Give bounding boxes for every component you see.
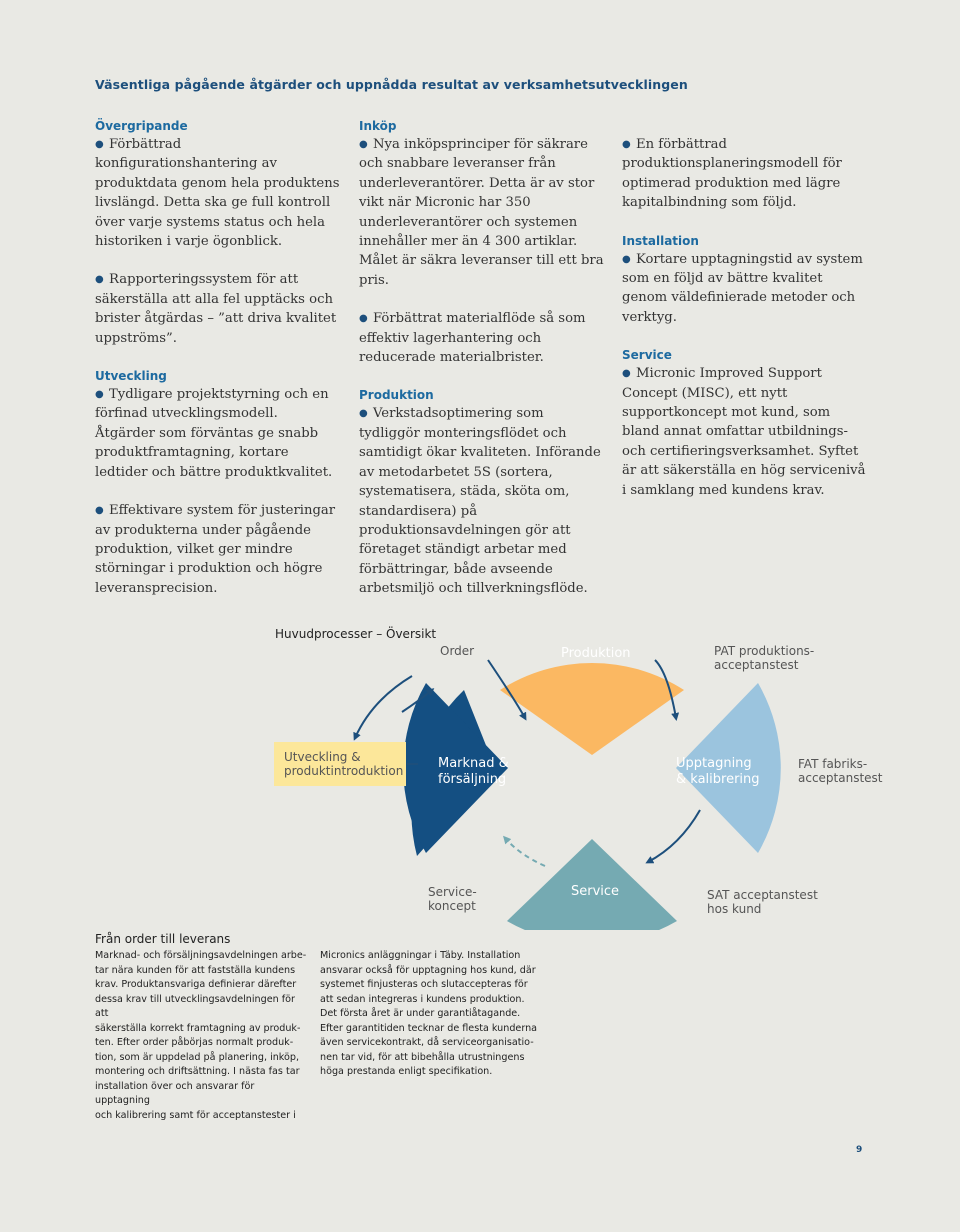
utveckling-label: Utveckling & produktintroduktion — [284, 750, 404, 778]
page-title: Väsentliga pågående åtgärder och uppnådda resultat av verksamhetsutvecklingen — [95, 77, 688, 92]
service-label: Service — [571, 884, 620, 899]
paragraph-text: Nya inköpsprinciper för säkrare och snabbare leveranser från underleverantörer. Detta är av stor vikt när Micronic har 350 underleverantörer och systemen innehåller mer än 4 300 artiklar. Målet är säkra leveranser till ett bra pris. — [359, 137, 604, 288]
paragraph-text: Effektivare system för justeringar av produkterna under pågående produktion, vilket ger mindre störningar i produktion och högre leveransprecision. — [95, 503, 336, 596]
paragraph-text: Förbättrat materialflöde så som effektiv lagerhantering och reducerade materialbrister. — [359, 311, 586, 366]
paragraph-text: Förbättrad konfigurationshantering av produktdata genom hela produktens livslängd. Detta ska ge full kontroll över varje systems status och hela historiken i varje ögonblick. — [95, 137, 340, 250]
bullet-icon: ● — [95, 274, 104, 286]
produktion-label: Produktion — [561, 646, 631, 661]
paragraph-text: Rapporteringssystem för att säkerställa att alla fel upptäcks och brister åtgärdas – ”att driva kvalitet uppströms”. — [95, 272, 337, 346]
marknad-label: Marknad & försäljning — [438, 756, 509, 787]
bottom-text-col-1: Marknad- och försäljningsavdelningen arbe- tar nära kunden för att fastställa kundens krav. Produktansvariga definierar därefter dessa krav till utvecklingsavdelningen för att säkerställa korrekt framtagning av produk- ten. Efter order påbörjas normalt produk- tion, som är uppdelad på planering, inköp, montering och driftsättning. I nästa fas tar installation över och ansvarar för upptagning och kalibrering samt för acceptanstester i — [95, 950, 307, 1121]
bullet-icon: ● — [95, 139, 104, 150]
text-column-2 — [359, 117, 604, 618]
produktion-sector — [500, 663, 684, 755]
bullet-icon: ● — [359, 313, 368, 325]
section-heading-service: Service — [622, 348, 672, 363]
bullet-icon: ● — [95, 389, 104, 401]
bottom-heading: Från order till leverans — [95, 932, 231, 946]
section-heading-overgripande: Övergripande — [95, 119, 188, 133]
pat-label: PAT produktions- acceptanstest — [714, 644, 815, 672]
fat-label: FAT fabriks- acceptanstest — [798, 757, 883, 785]
diagram-title: Huvudprocesser – Översikt — [275, 627, 437, 641]
bottom-text-col-2: Micronics anläggningar i Täby. Installation ansvarar också för upptagning hos kund, där systemet finjusteras och slutaccepteras för att sedan integreras i kundens produktion. Det första året är under garantiåtagande. Efter garantitiden tecknar de flesta kunderna även servicekontrakt, då serviceorganisatio- nen tar vid, för att bibehålla utrustningens höga prestanda enligt specifikation. — [320, 950, 538, 1077]
upptagning-label: Upptagning & kalibrering — [676, 756, 760, 787]
bullet-paragraph — [95, 385, 340, 482]
sat-label: SAT acceptanstest hos kund — [707, 888, 818, 916]
paragraph-text: Tydligare projektstyrning och en förfinad utvecklingsmodell. Åtgärder som förväntas ge snabb produktframtagning, kortare ledtider och bättre produktkvalitet. — [95, 387, 333, 480]
section-heading-utveckling: Utveckling — [95, 369, 167, 384]
section-heading-inkop: Inköp — [359, 119, 397, 133]
text-column-3 — [622, 135, 867, 519]
section-heading-produktion: Produktion — [359, 388, 434, 403]
bullet-icon: ● — [95, 505, 104, 517]
bullet-icon: ● — [622, 253, 631, 265]
bullet-paragraph — [359, 309, 604, 367]
section-heading-installation: Installation — [622, 233, 699, 248]
bullet-icon: ● — [622, 368, 631, 380]
servicekoncept-label: Service- koncept — [428, 885, 477, 913]
bullet-paragraph — [622, 135, 867, 213]
bullet-paragraph — [622, 364, 867, 500]
bullet-paragraph — [95, 501, 340, 598]
arrow-loop-left — [355, 676, 412, 738]
bullet-paragraph — [622, 250, 867, 328]
page-number: 9 — [856, 1145, 863, 1155]
bullet-icon: ● — [622, 139, 631, 150]
bullet-paragraph — [359, 404, 604, 598]
text-column-1 — [95, 117, 340, 617]
arrow-service-to-marknad-dashed — [505, 838, 545, 866]
utveckling-box — [274, 742, 406, 786]
arrow-upptagning-to-service — [648, 810, 700, 862]
bullet-icon: ● — [359, 408, 368, 420]
bullet-paragraph — [95, 270, 340, 348]
bullet-icon: ● — [359, 139, 368, 150]
order-label: Order — [440, 644, 475, 658]
paragraph-text: Kortare upptagningstid av system som en följd av bättre kvalitet genom väldefinierade metoder och verktyg. — [622, 251, 863, 325]
paragraph-text: Verkstadsoptimering som tydliggör monteringsflödet och samtidigt ökar kvaliteten. Införande av metodarbetet 5S (sortera, systematisera, städa, sköta om, standardisera) på produktionsavdelningen gör att företaget ständigt arbetar med förbättringar, både avseende arbetsmiljö och tillverkningsflöde. — [359, 406, 601, 597]
bullet-paragraph — [95, 135, 340, 251]
bullet-paragraph — [359, 135, 604, 290]
paragraph-text: En förbättrad produktionsplaneringsmodell för optimerad produktion med lägre kapitalbindning som följd. — [622, 137, 842, 211]
paragraph-text: Micronic Improved Support Concept (MISC), ett nytt supportkoncept mot kund, som bland annat omfattar utbildnings- och certifieringsverksamhet. Syftet är att säkerställa en hög servicenivå i samklang med kundens krav. — [622, 366, 866, 498]
